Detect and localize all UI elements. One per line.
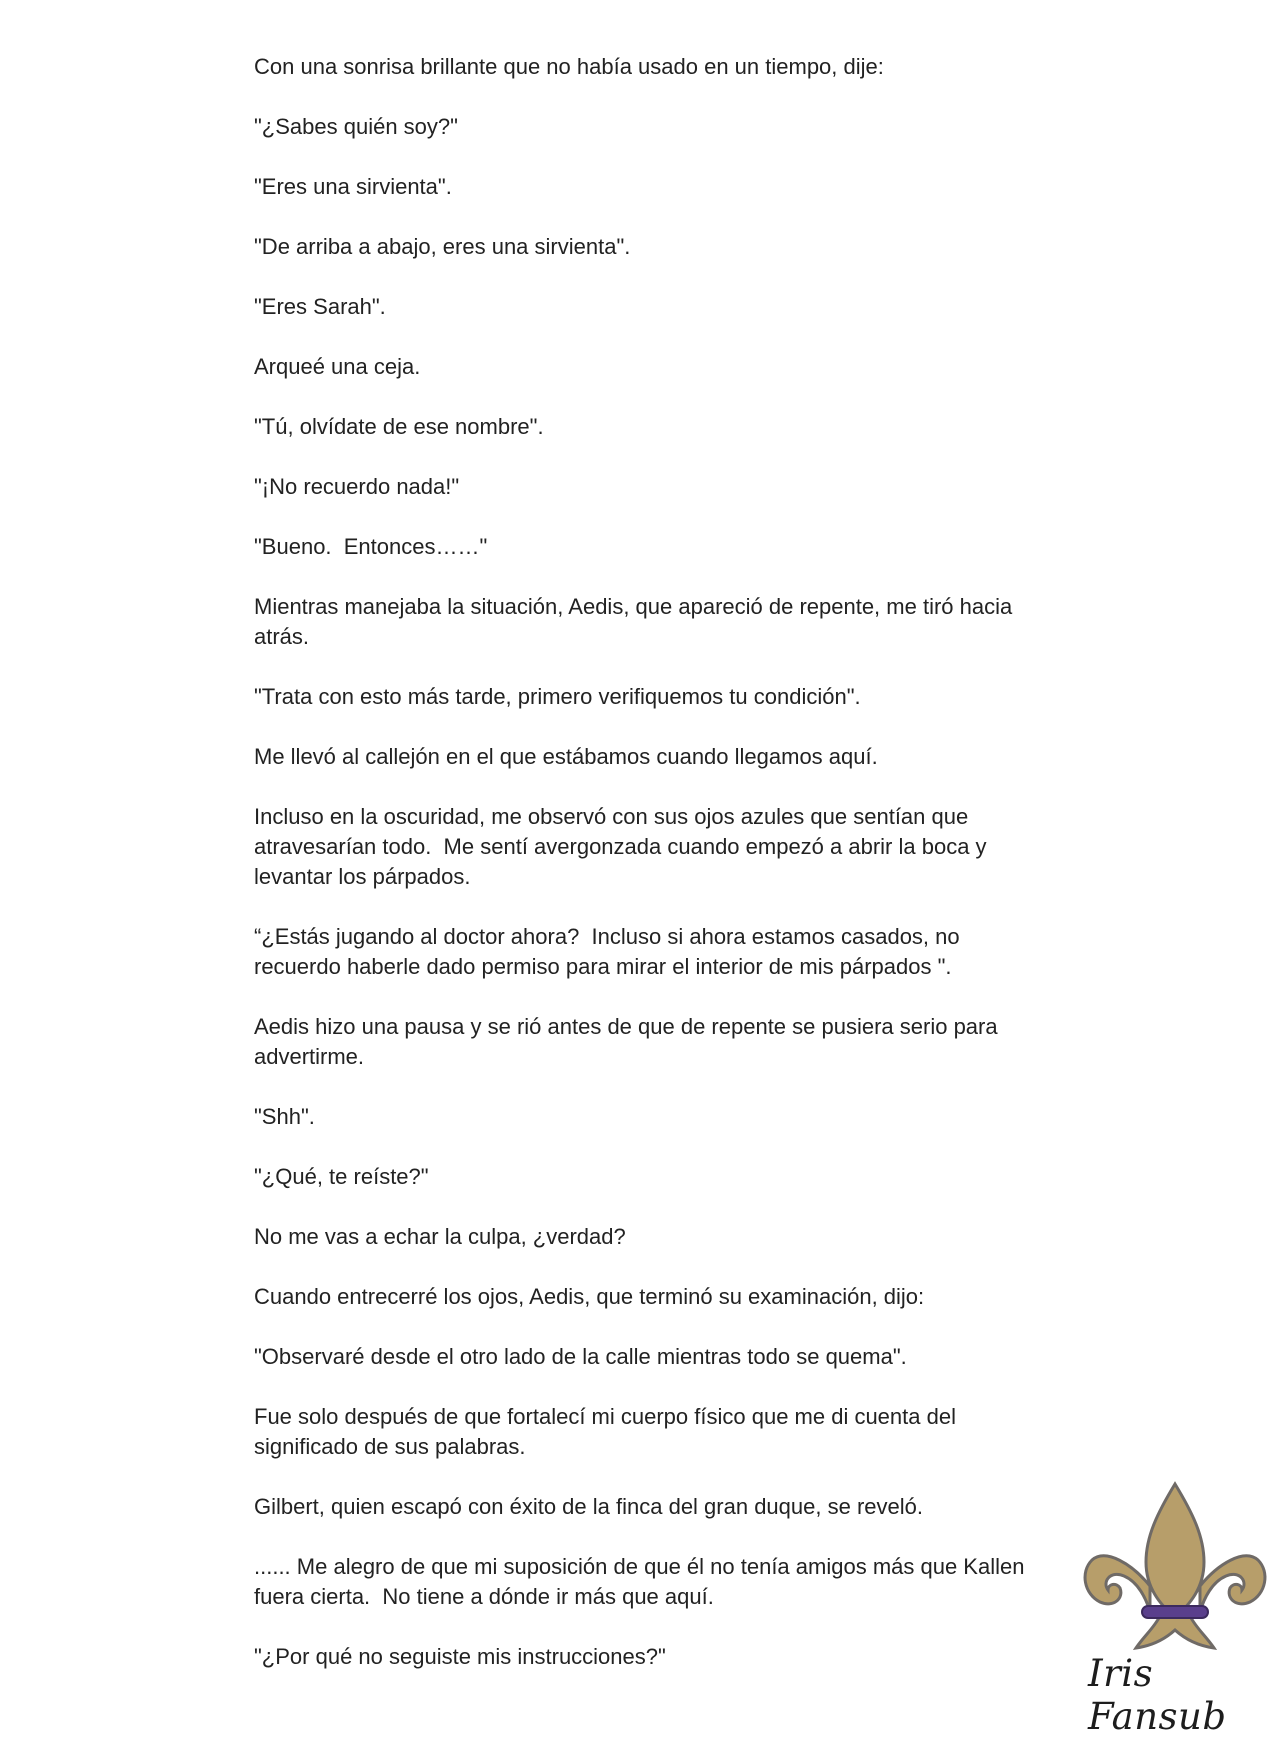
paragraph: Cuando entrecerré los ojos, Aedis, que terminó su examinación, dijo: — [254, 1284, 925, 1309]
paragraph: "¿Sabes quién soy?" — [254, 114, 458, 139]
paragraph: ...... Me alegro de que mi suposición de que él no tenía amigos más que Kallen fuera cierta. No tiene a dónde ir más que aquí. — [254, 1554, 1031, 1609]
paragraph: Mientras manejaba la situación, Aedis, que apareció de repente, me tiró hacia atrás. — [254, 594, 1019, 649]
paragraph: "Tú, olvídate de ese nombre". — [254, 414, 544, 439]
paragraph: "¡No recuerdo nada!" — [254, 474, 460, 499]
paragraph: "Eres Sarah". — [254, 294, 386, 319]
paragraph: “¿Estás jugando al doctor ahora? Incluso si ahora estamos casados, no recuerdo haberle dado permiso para mirar el interior de mis párpados ". — [254, 924, 966, 979]
paragraph: No me vas a echar la culpa, ¿verdad? — [254, 1224, 626, 1249]
document-body — [254, 52, 1044, 1702]
paragraph: Fue solo después de que fortalecí mi cuerpo físico que me di cuenta del significado de sus palabras. — [254, 1404, 963, 1459]
paragraph: Con una sonrisa brillante que no había usado en un tiempo, dije: — [254, 54, 884, 79]
paragraph: Gilbert, quien escapó con éxito de la finca del gran duque, se reveló. — [254, 1494, 923, 1519]
watermark-text: Iris Fansub — [1088, 1652, 1227, 1738]
paragraph: Incluso en la oscuridad, me observó con sus ojos azules que sentían que atravesarían todo. Me sentí avergonzada cuando empezó a abrir la boca y levantar los párpados. — [254, 804, 993, 889]
paragraph: "Bueno. Entonces……" — [254, 534, 488, 559]
paragraph: "Observaré desde el otro lado de la calle mientras todo se quema". — [254, 1344, 907, 1369]
paragraph: Arqueé una ceja. — [254, 354, 421, 379]
paragraph: "¿Por qué no seguiste mis instrucciones?" — [254, 1644, 666, 1669]
paragraph: "Eres una sirvienta". — [254, 174, 452, 199]
paragraph: Aedis hizo una pausa y se rió antes de que de repente se pusiera serio para advertirme. — [254, 1014, 1004, 1069]
paragraph: "¿Qué, te reíste?" — [254, 1164, 429, 1189]
paragraph: Me llevó al callejón en el que estábamos cuando llegamos aquí. — [254, 744, 878, 769]
paragraph: "Trata con esto más tarde, primero verifiquemos tu condición". — [254, 684, 861, 709]
paragraph: "Shh". — [254, 1104, 315, 1129]
paragraph: "De arriba a abajo, eres una sirvienta". — [254, 234, 631, 259]
